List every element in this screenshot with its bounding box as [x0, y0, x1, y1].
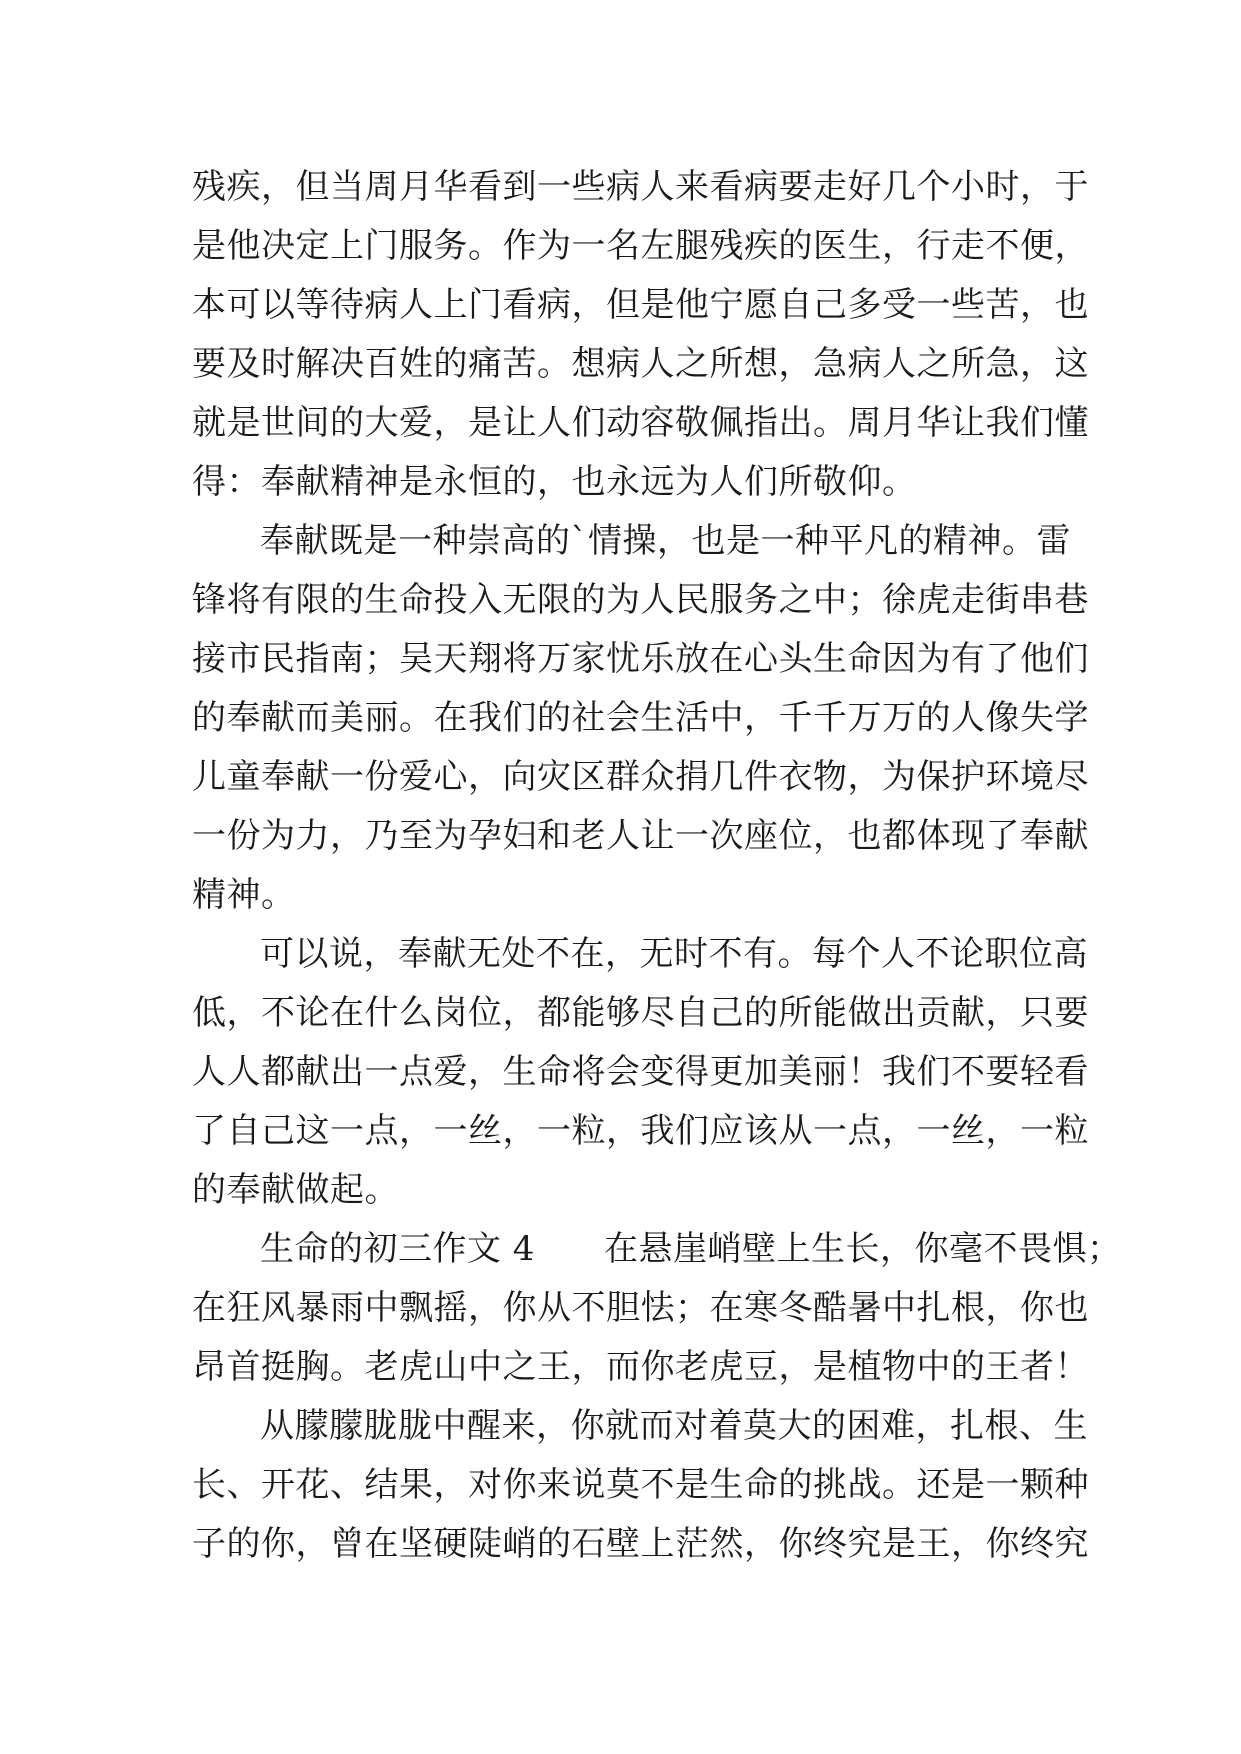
- text-line: 的奉献做起。: [192, 1170, 399, 1210]
- text-line: 长、开花、结果，对你来说莫不是生命的挑战。还是一颗种: [192, 1465, 1089, 1505]
- text-line: 从朦朦胧胧中醒来，你就而对着莫大的困难，扎根、生: [260, 1406, 1088, 1446]
- text-line: 要及时解决百姓的痛苦。想病人之所想，急病人之所急，这: [192, 344, 1089, 384]
- text-line: 一份为力，乃至为孕妇和老人让一次座位，也都体现了奉献: [192, 816, 1089, 856]
- text-line: 子的你，曾在坚硬陡峭的石壁上茫然，你终究是王，你终究: [192, 1524, 1089, 1564]
- text-line: 得：奉献精神是永恒的，也永远为人们所敬仰。: [192, 462, 917, 502]
- text-line: 精神。: [192, 875, 296, 915]
- text-line: 接市民指南；吴天翔将万家忧乐放在心头生命因为有了他们: [192, 639, 1089, 679]
- text-line: 锋将有限的生命投入无限的为人民服务之中；徐虎走街串巷: [192, 580, 1089, 620]
- text-line: 昂首挺胸。老虎山中之王，而你老虎豆，是植物中的王者！: [192, 1347, 1089, 1387]
- text-line: 人人都献出一点爱，生命将会变得更加美丽！我们不要轻看: [192, 1052, 1089, 1092]
- body-text: [192, 158, 1122, 1574]
- text-line: 生命的初三作文 4 在悬崖峭壁上生长，你毫不畏惧；: [260, 1229, 1122, 1269]
- text-line: 本可以等待病人上门看病，但是他宁愿自己多受一些苦，也: [192, 285, 1089, 325]
- text-line: 残疾，但当周月华看到一些病人来看病要走好几个小时，于: [192, 167, 1089, 207]
- text-line: 低，不论在什么岗位，都能够尽自己的所能做出贡献，只要: [192, 993, 1089, 1033]
- text-line: 就是世间的大爱，是让人们动容敬佩指出。周月华让我们懂: [192, 403, 1089, 443]
- text-line: 的奉献而美丽。在我们的社会生活中，千千万万的人像失学: [192, 698, 1089, 738]
- text-line: 奉献既是一种崇高的`情操，也是一种平凡的精神。雷: [260, 521, 1071, 561]
- text-line: 儿童奉献一份爱心，向灾区群众捐几件衣物，为保护环境尽: [192, 757, 1089, 797]
- text-line: 在狂风暴雨中飘摇，你从不胆怯；在寒冬酷暑中扎根，你也: [192, 1288, 1089, 1328]
- text-line: 可以说，奉献无处不在，无时不有。每个人不论职位高: [260, 934, 1088, 974]
- text-line: 了自己这一点，一丝，一粒，我们应该从一点，一丝，一粒: [192, 1111, 1089, 1151]
- text-line: 是他决定上门服务。作为一名左腿残疾的医生，行走不便，: [192, 226, 1089, 266]
